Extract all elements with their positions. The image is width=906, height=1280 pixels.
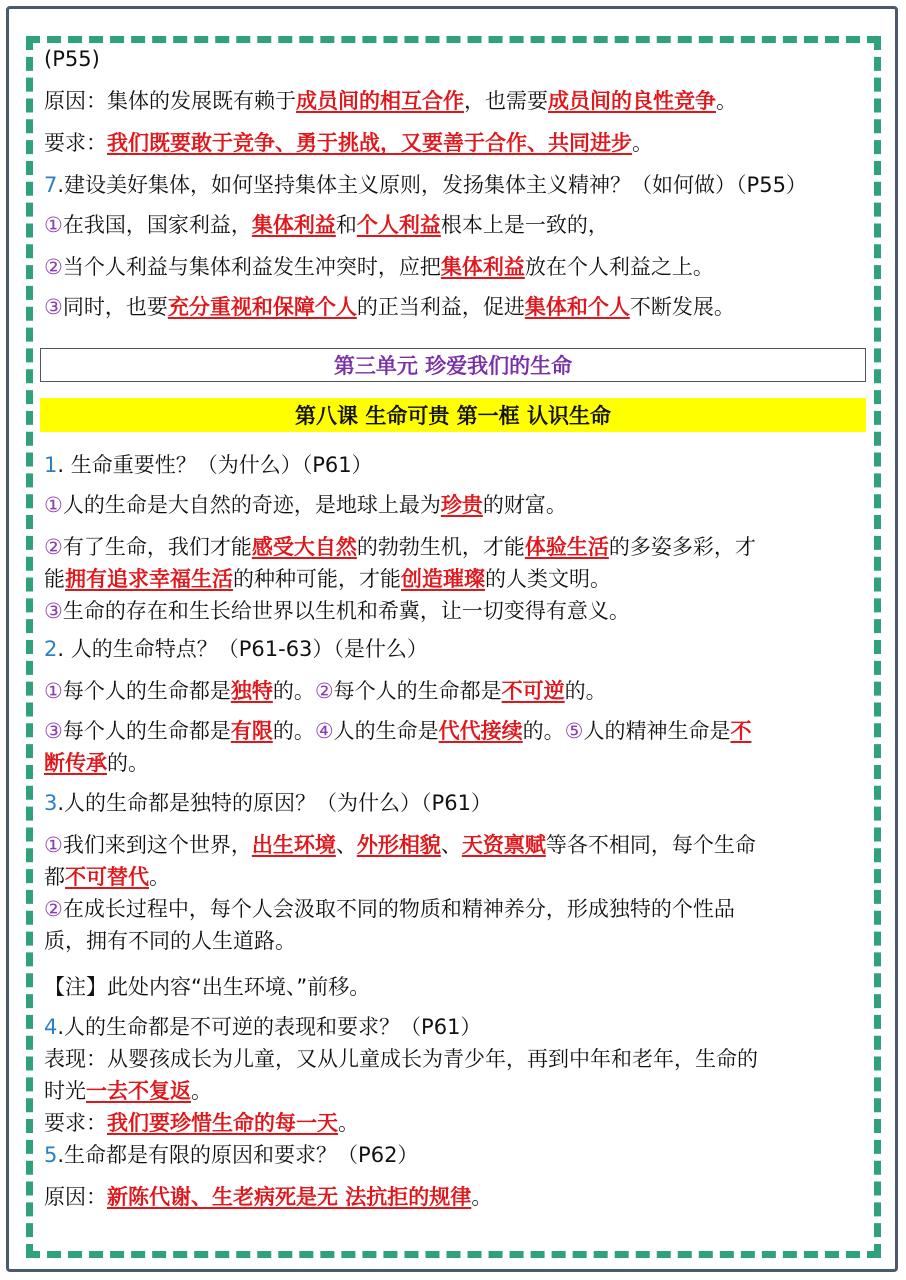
- s4-show-cont: 时光一去不复返。: [44, 1079, 212, 1103]
- s2-heading: 2. 人的生命特点？（P61-63）（是什么）: [44, 637, 428, 661]
- s2-line-2: ③每个人的生命都是有限的。④人的生命是代代接续的。⑤人的精神生命是不: [44, 719, 752, 743]
- unit-title: 第三单元 珍爱我们的生命: [40, 348, 866, 382]
- top-reason: 原因：集体的发展既有赖于成员间的相互合作，也需要成员间的良性竞争。: [44, 89, 737, 113]
- lesson-title: 第八课 生命可贵 第一框 认识生命: [40, 398, 866, 432]
- s2-line-1: ①每个人的生命都是独特的。②每个人的生命都是不可逆的。: [44, 679, 607, 703]
- note: 【注】此处内容“出生环境、”前移。: [44, 975, 371, 999]
- s3-point-2: ②在成长过程中，每个人会汲取不同的物质和精神养分，形成独特的个性品: [44, 897, 735, 921]
- s1-heading: 1. 生命重要性？（为什么）（P61）: [44, 453, 373, 477]
- s2-line-3: 断传承的。: [44, 751, 149, 775]
- s3-heading: 3.人的生命都是独特的原因？（为什么）（P61）: [44, 791, 492, 815]
- s5-reason: 原因：新陈代谢、生老病死是无 法抗拒的规律。: [44, 1185, 493, 1209]
- top-requirement: 要求：我们既要敢于竞争、勇于挑战，又要善于合作、共同进步。: [44, 131, 653, 155]
- q7-point-1: ①在我国，国家利益，集体利益和个人利益根本上是一致的，: [44, 213, 609, 237]
- ref-line: (P55): [44, 47, 100, 71]
- s4-requirement: 要求：我们要珍惜生命的每一天。: [44, 1111, 359, 1135]
- s1-point-3: ③生命的存在和生长给世界以生机和希冀，让一切变得有意义。: [44, 599, 630, 623]
- q7-point-2: ②当个人利益与集体利益发生冲突时，应把集体利益放在个人利益之上。: [44, 255, 714, 279]
- s1-point-2-cont: 能拥有追求幸福生活的种种可能，才能创造璀璨的人类文明。: [44, 567, 611, 591]
- s4-show: 表现：从婴孩成长为儿童，又从儿童成长为青少年，再到中年和老年，生命的: [44, 1047, 758, 1071]
- q7-point-3: ③同时，也要充分重视和保障个人的正当利益，促进集体和个人不断发展。: [44, 295, 735, 319]
- s3-point-1-cont: 都不可替代。: [44, 865, 170, 889]
- s3-point-2-cont: 质，拥有不同的人生道路。: [44, 929, 296, 953]
- s1-point-1: ①人的生命是大自然的奇迹，是地球上最为珍贵的财富。: [44, 493, 567, 517]
- q7-heading: 7.建设美好集体，如何坚持集体主义原则，发扬集体主义精神？（如何做）（P55）: [44, 173, 807, 197]
- s3-point-1: ①我们来到这个世界，出生环境、外形相貌、天资禀赋等各不相同，每个生命: [44, 833, 756, 857]
- s4-heading: 4.人的生命都是不可逆的表现和要求？（P61）: [44, 1015, 482, 1039]
- s5-heading: 5.生命都是有限的原因和要求？（P62）: [44, 1143, 419, 1167]
- s1-point-2: ②有了生命，我们才能感受大自然的勃勃生机，才能体验生活的多姿多彩，才: [44, 535, 756, 559]
